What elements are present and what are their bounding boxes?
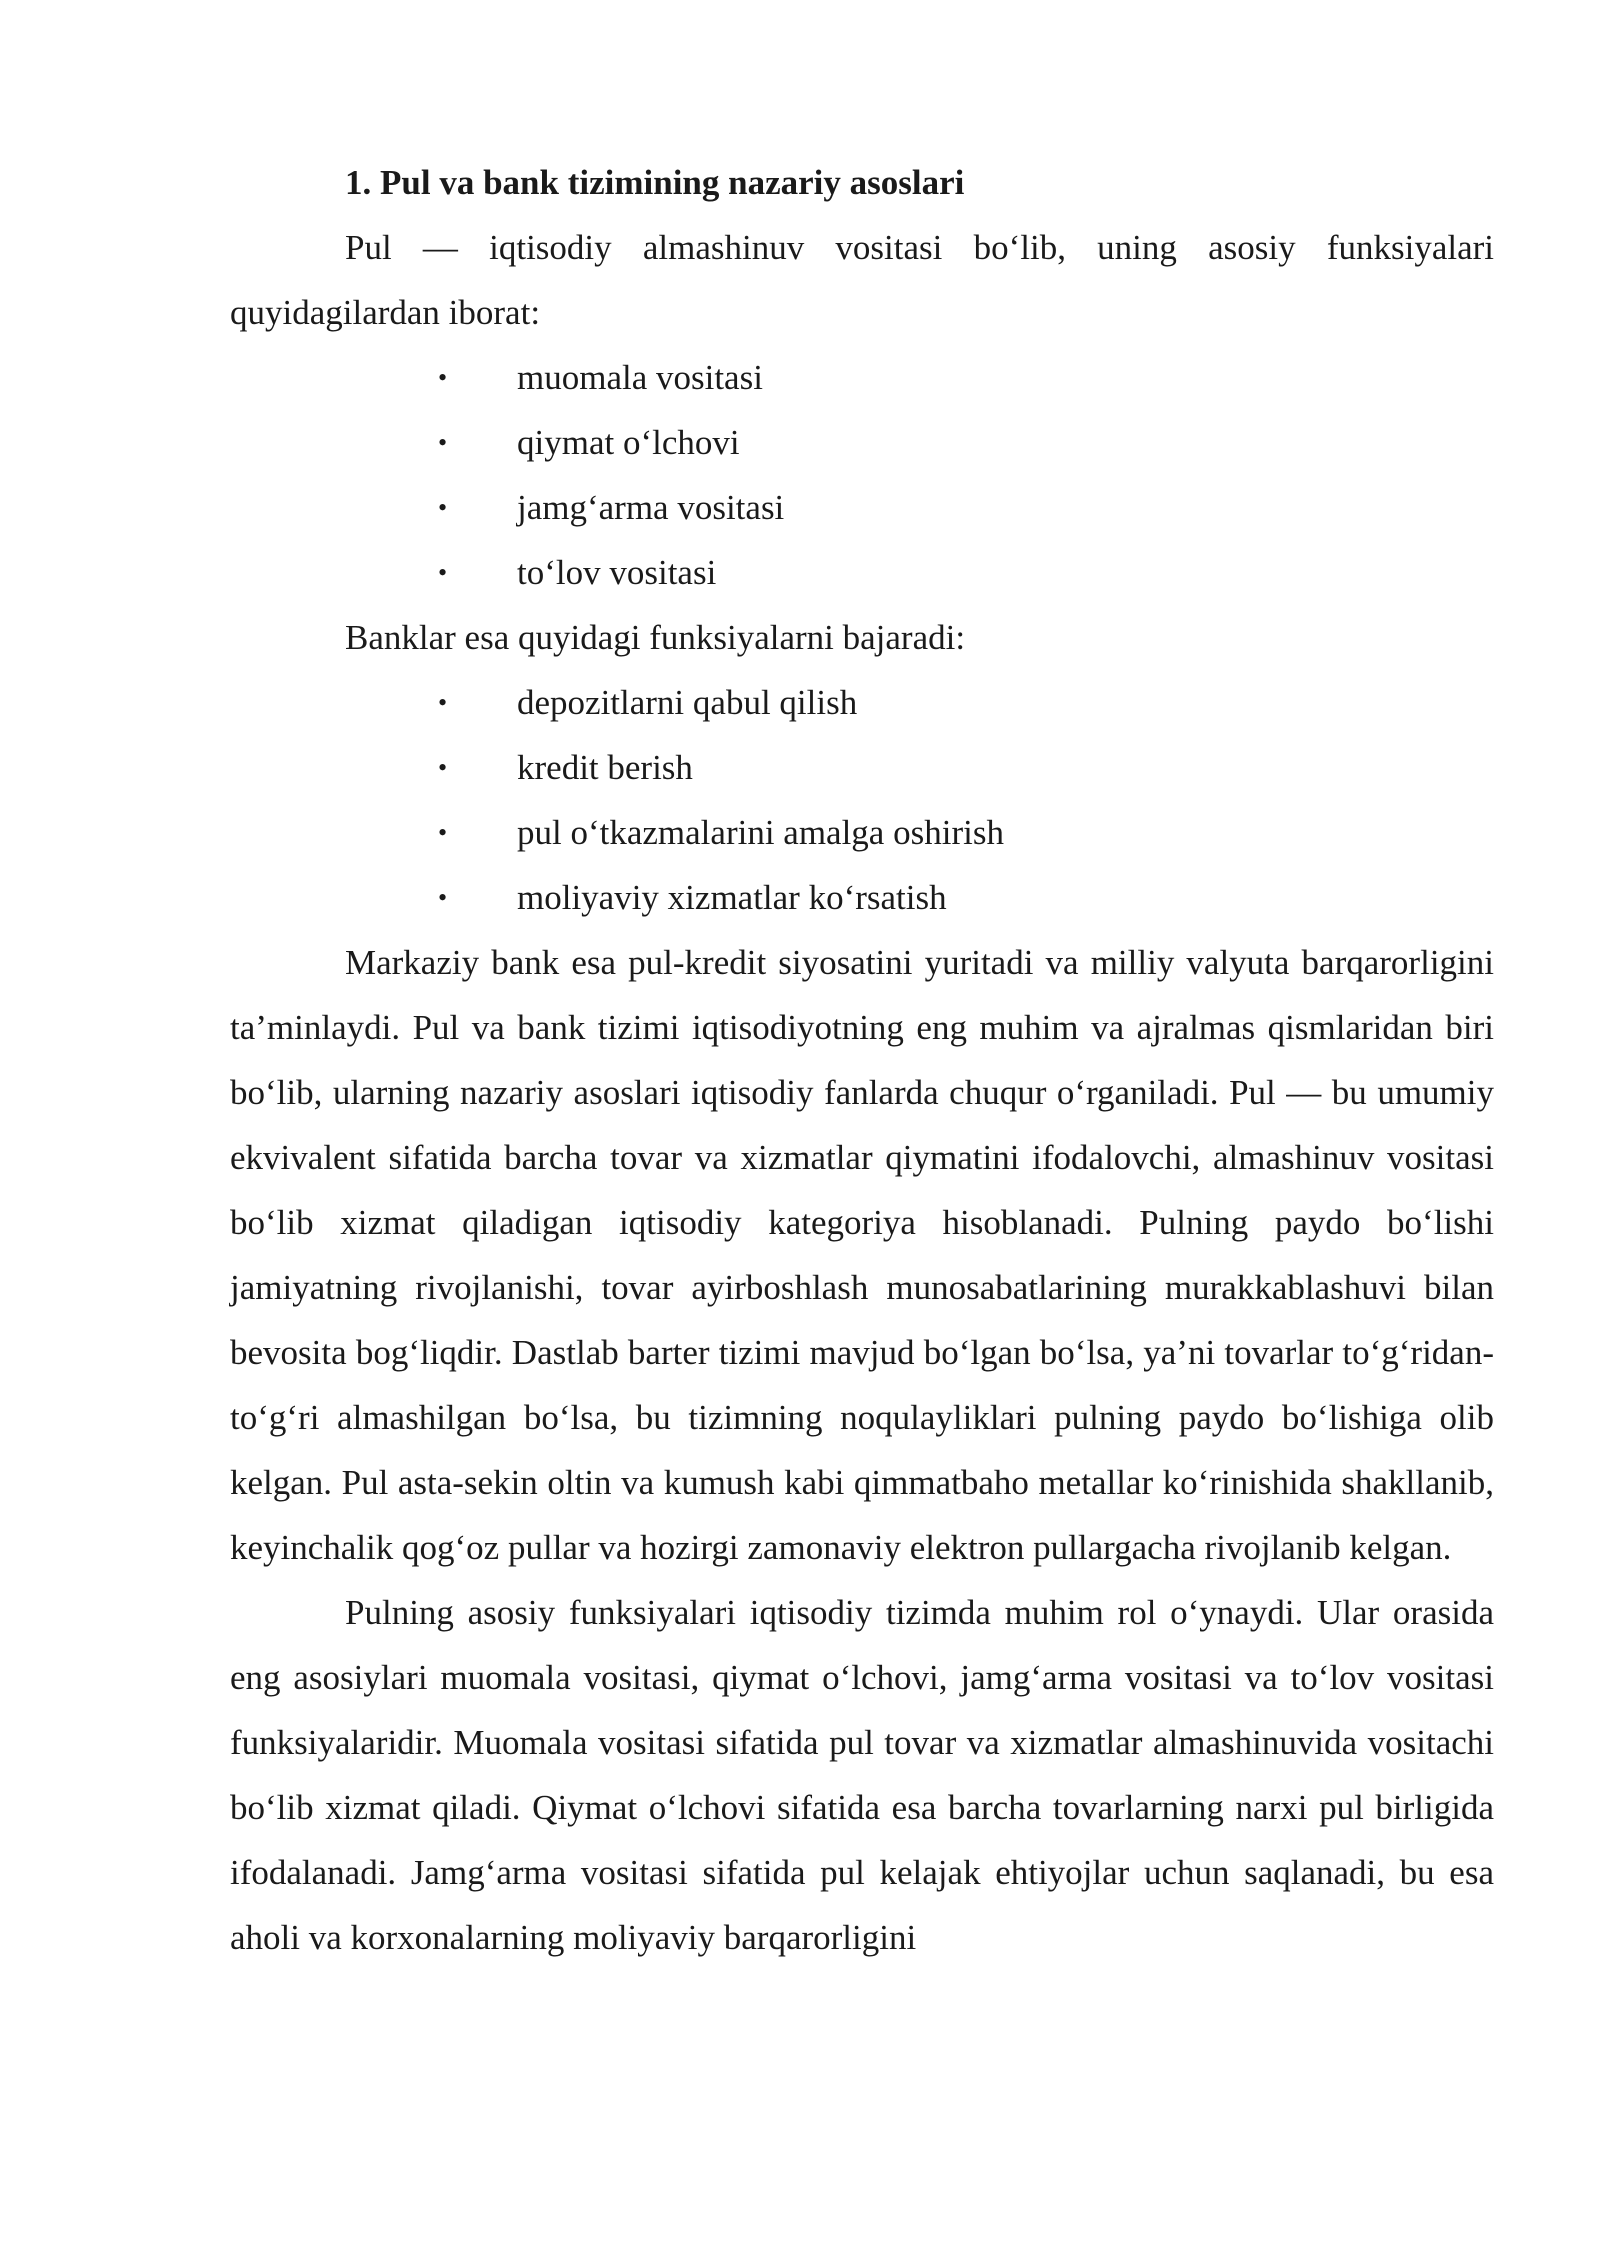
bullet-icon: •: [438, 558, 448, 587]
bullet-icon: •: [438, 493, 448, 522]
list-item-text: kredit berish: [517, 748, 693, 787]
list-item-text: qiymat o‘lchovi: [517, 423, 740, 462]
list-item: [230, 540, 1494, 605]
list-item: [230, 865, 1494, 930]
bullet-icon: •: [438, 428, 448, 457]
list-item-text: to‘lov vositasi: [517, 553, 717, 592]
bullet-icon: •: [438, 883, 448, 912]
list-item: [230, 800, 1494, 865]
bullet-icon: •: [438, 363, 448, 392]
bullet-icon: •: [438, 818, 448, 847]
list-item-text: jamg‘arma vositasi: [517, 488, 785, 527]
money-functions-list: [230, 345, 1494, 605]
list-item-text: muomala vositasi: [517, 358, 763, 397]
section-heading: 1. Pul va bank tizimining nazariy asoslari: [345, 163, 965, 202]
list-item: [230, 475, 1494, 540]
bullet-icon: •: [438, 753, 448, 782]
bank-functions-list: [230, 670, 1494, 930]
functions-paragraph: Pulning asosiy funksiyalari iqtisodiy tizimda muhim rol o‘ynaydi. Ular orasida eng asosiylari muomala vositasi, qiymat o‘lchovi, jamg‘arma vositasi va to‘lov vositasi funksiyalaridir. Muomala vositasi sifatida pul tovar va xizmatlar almashinuvida vositachi bo‘lib xizmat qiladi. Qiymat o‘lchovi sifatida esa barcha tovarlarning narxi pul birligida ifodalanadi. Jamg‘arma vositasi sifatida pul kelajak ehtiyojlar uchun saqlanadi, bu esa aholi va korxonalarning moliyaviy barqarorligini: [230, 1593, 1494, 1957]
list-item: [230, 410, 1494, 475]
list-item: [230, 345, 1494, 410]
bullet-icon: •: [438, 688, 448, 717]
document-page: [230, 150, 1494, 1970]
list-item-text: depozitlarni qabul qilish: [517, 683, 858, 722]
central-bank-paragraph: Markaziy bank esa pul-kredit siyosatini yuritadi va milliy valyuta barqarorligini ta’minlaydi. Pul va bank tizimi iqtisodiyotning eng muhim va ajralmas qismlaridan biri bo‘lib, ularning nazariy asoslari iqtisodiy fanlarda chuqur o‘rganiladi. Pul — bu umumiy ekvivalent sifatida barcha tovar va xizmatlar qiymatini ifodalovchi, almashinuv vositasi bo‘lib xizmat qiladigan iqtisodiy kategoriya hisoblanadi. Pulning paydo bo‘lishi jamiyatning rivojlanishi, tovar ayirboshlash munosabatlarining murakkablashuvi bilan bevosita bog‘liqdir. Dastlab barter tizimi mavjud bo‘lgan bo‘lsa, ya’ni tovarlar to‘g‘ridan-to‘g‘ri almashilgan bo‘lsa, bu tizimning noqulayliklari pulning paydo bo‘lishiga olib kelgan. Pul asta-sekin oltin va kumush kabi qimmatbaho metallar ko‘rinishida shakllanib, keyinchalik qog‘oz pullar va hozirgi zamonaviy elektron pullargacha rivojlanib kelgan.: [230, 943, 1494, 1567]
list-item: [230, 670, 1494, 735]
banks-paragraph: Banklar esa quyidagi funksiyalarni bajaradi:: [345, 618, 966, 657]
list-item-text: pul o‘tkazmalarini amalga oshirish: [517, 813, 1004, 852]
list-item: [230, 735, 1494, 800]
list-item-text: moliyaviy xizmatlar ko‘rsatish: [517, 878, 947, 917]
intro-paragraph: Pul — iqtisodiy almashinuv vositasi bo‘lib, uning asosiy funksiyalari quyidagilardan iborat:: [230, 228, 1494, 332]
